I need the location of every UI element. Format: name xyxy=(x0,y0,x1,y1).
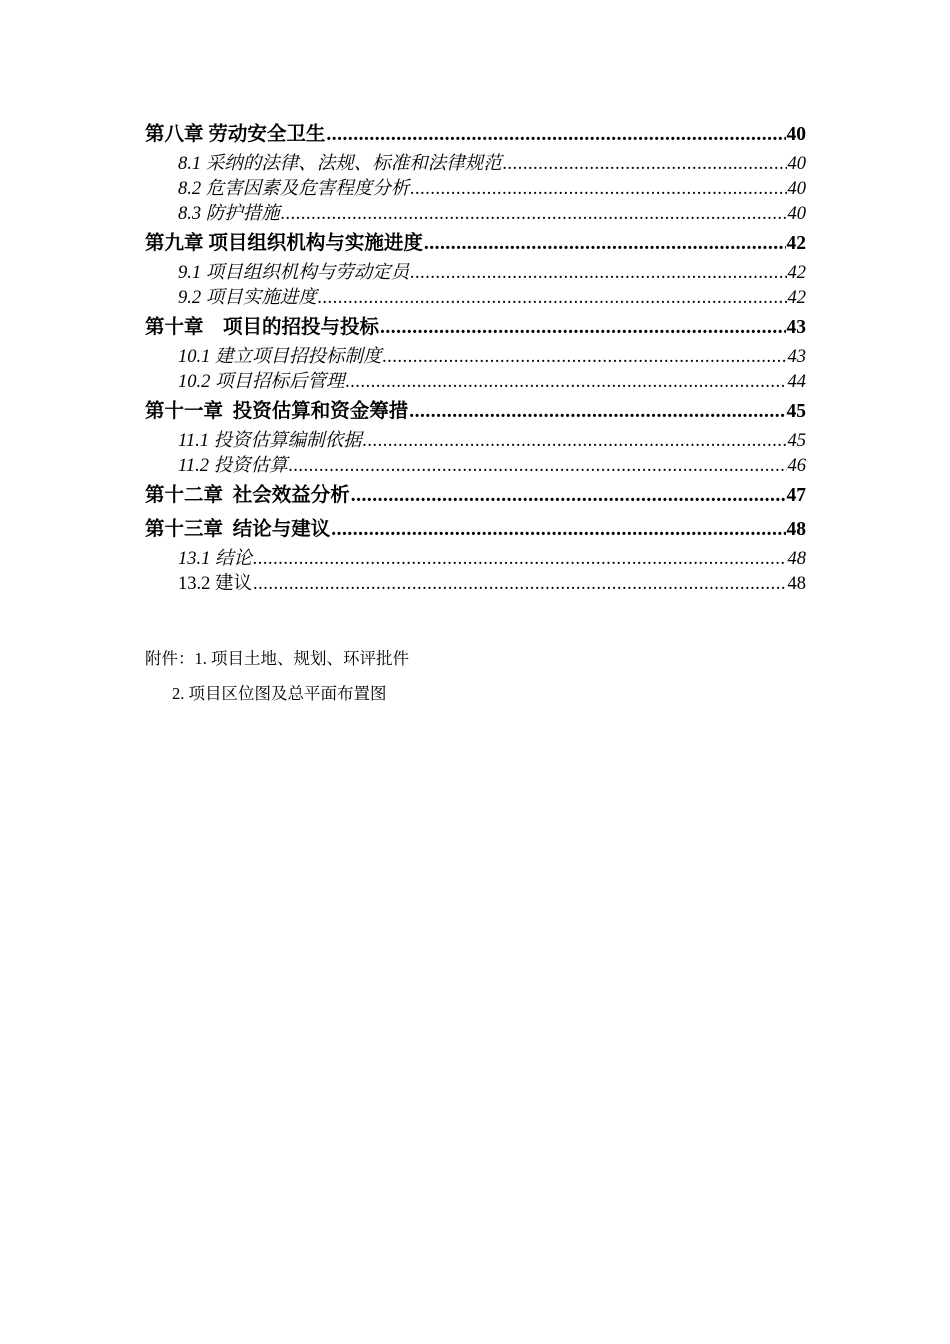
dot-leader xyxy=(503,152,787,177)
dot-leader xyxy=(383,345,787,370)
toc-chapter-10[interactable] xyxy=(145,311,806,345)
toc-entry-label: 10.1 建立项目招投标制度 xyxy=(178,347,382,367)
dot-leader xyxy=(380,311,785,345)
toc-entry-label: 8.2 危害因素及危害程度分析 xyxy=(178,179,410,199)
toc-section-8-3[interactable] xyxy=(145,202,806,227)
attachment-line-1: 附件：1. 项目土地、规划、环评批件 xyxy=(145,649,409,668)
toc-entry-label: 第十章 项目的招投与投标 xyxy=(145,317,380,338)
toc-entry-label: 13.2 建议 xyxy=(178,574,253,594)
toc-section-8-2[interactable] xyxy=(145,177,806,202)
toc-section-10-1[interactable] xyxy=(145,345,806,370)
dot-leader xyxy=(424,227,786,261)
dot-leader xyxy=(331,513,785,547)
dot-leader xyxy=(253,547,786,572)
toc-entry-label: 13.1 结论 xyxy=(178,549,253,569)
toc-entry-label: 第九章 项目组织机构与实施进度 xyxy=(145,233,423,254)
toc-entry-label: 第八章 劳动安全卫生 xyxy=(145,124,326,145)
toc-page-number: 40 xyxy=(787,204,806,224)
toc-entry-label: 9.2 项目实施进度 xyxy=(178,288,317,308)
toc-section-9-1[interactable] xyxy=(145,261,806,286)
toc-page-number: 43 xyxy=(787,347,806,367)
toc-page-number: 47 xyxy=(786,485,806,506)
toc-entry-label: 第十三章 结论与建议 xyxy=(145,519,331,540)
dot-leader xyxy=(318,286,787,311)
toc-entry-label: 11.2 投资估算 xyxy=(178,456,288,476)
toc-chapter-9[interactable] xyxy=(145,227,806,261)
dot-leader xyxy=(410,261,786,286)
toc-page-number: 45 xyxy=(786,401,806,422)
toc-section-13-2[interactable] xyxy=(145,572,806,597)
toc-entry-label: 9.1 项目组织机构与劳动定员 xyxy=(178,263,410,283)
toc-chapter-13[interactable] xyxy=(145,513,806,547)
toc-section-11-1[interactable] xyxy=(145,429,806,454)
dot-leader xyxy=(326,118,785,152)
attachment-line-2: 2. 项目区位图及总平面布置图 xyxy=(172,684,387,703)
dot-leader xyxy=(410,177,786,202)
toc-section-9-2[interactable] xyxy=(145,286,806,311)
toc-section-10-2[interactable] xyxy=(145,370,806,395)
toc-page-number: 43 xyxy=(786,317,806,338)
toc-chapter-8[interactable] xyxy=(145,118,806,152)
dot-leader xyxy=(409,395,785,429)
toc-page-number: 48 xyxy=(786,519,806,540)
toc-section-8-1[interactable] xyxy=(145,152,806,177)
toc-chapter-12[interactable] xyxy=(145,479,806,513)
toc-page-number: 40 xyxy=(786,124,806,145)
dot-leader xyxy=(281,202,787,227)
toc-page-number: 42 xyxy=(786,233,806,254)
dot-leader xyxy=(289,454,787,479)
toc-page-number: 46 xyxy=(787,456,806,476)
toc-entry-label: 10.2 项目招标后管理 xyxy=(178,372,345,392)
toc-page-number: 40 xyxy=(787,154,806,174)
toc-page-number: 45 xyxy=(787,431,806,451)
toc-chapter-11[interactable] xyxy=(145,395,806,429)
dot-leader xyxy=(351,479,786,513)
toc-entry-label: 8.3 防护措施 xyxy=(178,204,280,224)
toc-page-number: 48 xyxy=(787,549,806,569)
toc-page-number: 40 xyxy=(787,179,806,199)
toc-page-number: 42 xyxy=(787,263,806,283)
toc-entry-label: 第十一章 投资估算和资金筹措 xyxy=(145,401,409,422)
toc-section-11-2[interactable] xyxy=(145,454,806,479)
table-of-contents xyxy=(145,118,806,597)
toc-page-number: 42 xyxy=(787,288,806,308)
toc-section-13-1[interactable] xyxy=(145,547,806,572)
toc-entry-label: 11.1 投资估算编制依据 xyxy=(178,431,362,451)
dot-leader xyxy=(363,429,787,454)
toc-page-number: 48 xyxy=(787,574,806,594)
dot-leader xyxy=(253,572,786,597)
toc-entry-label: 8.1 采纳的法律、法规、标准和法律规范 xyxy=(178,154,502,174)
dot-leader xyxy=(346,370,787,395)
toc-page-number: 44 xyxy=(787,372,806,392)
toc-entry-label: 第十二章 社会效益分析 xyxy=(145,485,350,506)
